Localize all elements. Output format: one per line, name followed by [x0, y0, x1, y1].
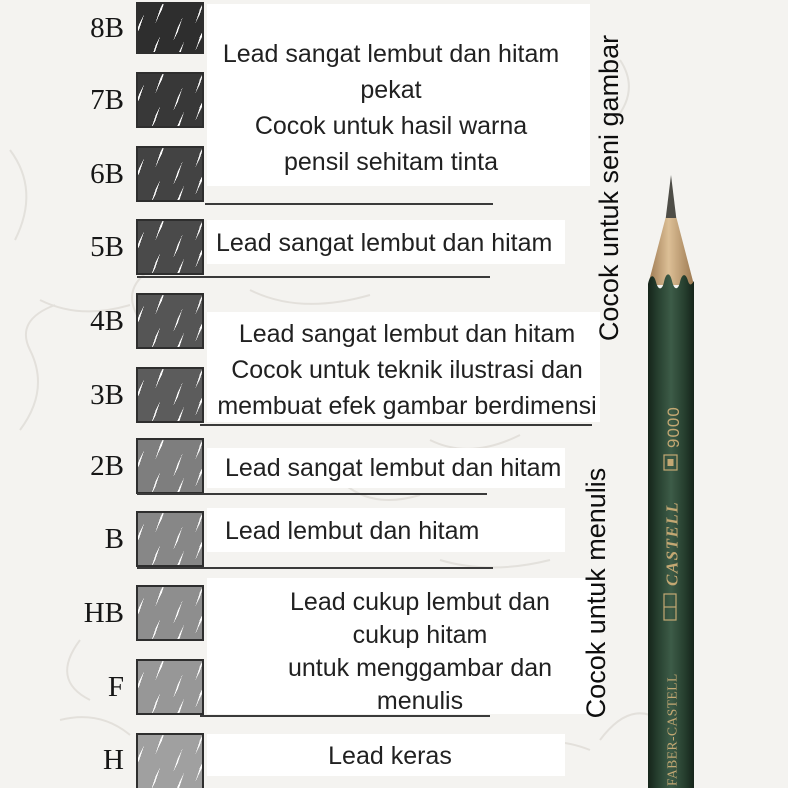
- pencil-name-text: CASTELL: [662, 500, 682, 586]
- description-line: Cocok untuk hasil warna: [254, 112, 528, 140]
- pencil-model-text: 9000: [664, 406, 683, 448]
- grade-label-8b: 8B: [90, 11, 124, 44]
- description-line: Lead cukup lembut dan: [290, 588, 550, 616]
- swatch-h: [136, 733, 204, 788]
- description-line: Lead sangat lembut dan hitam: [238, 320, 576, 348]
- swatch-b: [136, 511, 204, 567]
- separator: [137, 567, 493, 569]
- pencil-wood-cone: [648, 218, 694, 285]
- grade-label-7b: 7B: [90, 83, 124, 116]
- swatch-7b: [136, 72, 204, 128]
- pencil-graphic: [642, 174, 698, 788]
- separator: [137, 493, 487, 495]
- separator: [137, 276, 490, 278]
- description-line: untuk menggambar dan: [287, 654, 553, 682]
- description-line: membuat efek gambar berdimensi: [217, 392, 597, 420]
- description-2b: Lead sangat lembut dan hitam: [225, 454, 562, 482]
- separator: [205, 203, 493, 205]
- swatch-2b: [136, 438, 204, 494]
- swatch-4b: [136, 293, 204, 349]
- description-line: Cocok untuk teknik ilustrasi dan: [231, 356, 583, 384]
- swatch-8b: [136, 2, 204, 54]
- grade-label-6b: 6B: [90, 157, 124, 190]
- grade-label-b: B: [104, 522, 124, 555]
- swatch-6b: [136, 146, 204, 202]
- grade-label-5b: 5B: [90, 230, 124, 263]
- description-5b: Lead sangat lembut dan hitam: [216, 229, 553, 257]
- description-line: cukup hitam: [352, 621, 488, 649]
- description-h: Lead keras: [328, 742, 452, 770]
- side-label-art: Cocok untuk seni gambar: [593, 34, 624, 342]
- description-hb-f: [240, 586, 600, 718]
- swatch-hb: [136, 585, 204, 641]
- swatch-f: [136, 659, 204, 715]
- pencil-tip-graphite: [666, 175, 677, 220]
- description-line: menulis: [376, 687, 464, 715]
- description-b: Lead lembut dan hitam: [225, 517, 480, 545]
- pencil-brand-text: FABER-CASTELL: [664, 673, 680, 786]
- swatch-5b: [136, 219, 204, 275]
- description-line: pensil sehitam tinta: [283, 148, 498, 176]
- grade-label-f: F: [107, 670, 124, 703]
- swatch-3b: [136, 367, 204, 423]
- grade-label-2b: 2B: [90, 449, 124, 482]
- grade-label-3b: 3B: [90, 378, 124, 411]
- description-4b-3b: [212, 316, 602, 424]
- description-8b-6b: [207, 36, 575, 180]
- grade-label-h: H: [103, 744, 124, 776]
- grade-label-hb: HB: [83, 596, 124, 629]
- description-line: Lead sangat lembut dan hitam: [222, 40, 560, 68]
- description-line: pekat: [360, 76, 422, 104]
- pencil-logo-inner: [668, 459, 674, 466]
- separator: [200, 424, 592, 426]
- separator: [200, 715, 490, 717]
- side-label-writing: Cocok untuk menulis: [580, 467, 611, 719]
- grade-label-4b: 4B: [90, 304, 124, 337]
